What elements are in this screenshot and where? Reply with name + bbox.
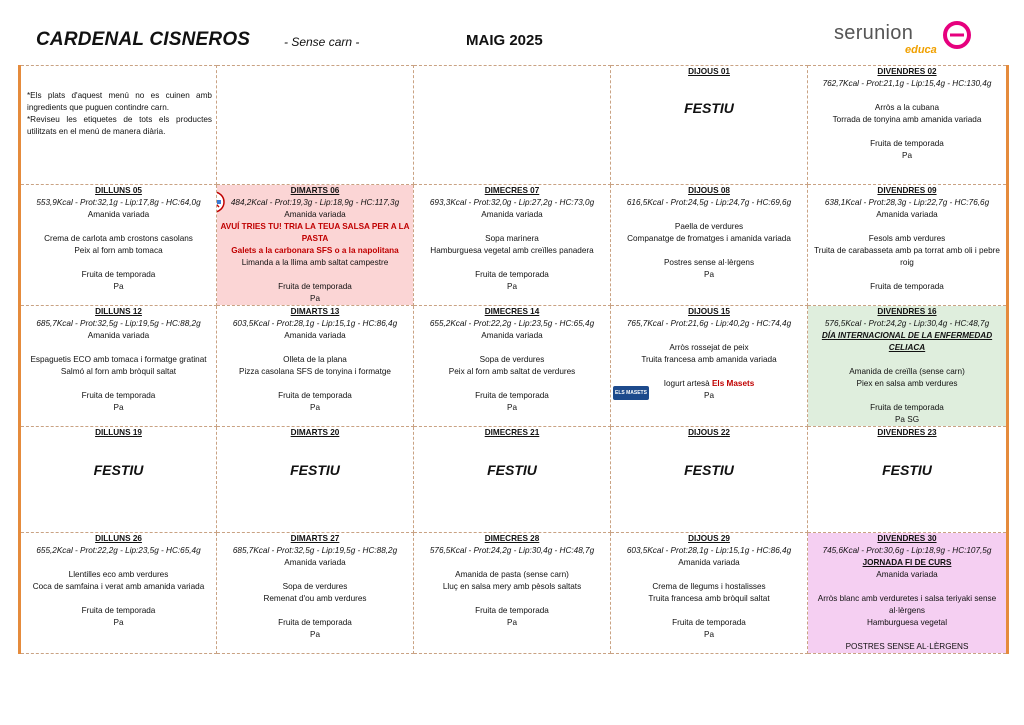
nutrition-info: 655,2Kcal - Prot:22,2g - Lip:23,5g - HC:65,4g — [429, 319, 595, 328]
logo-word: serunion — [834, 22, 914, 44]
day-name: DIVENDRES 23 — [877, 428, 937, 437]
starter: Amanida variada — [481, 210, 543, 219]
day-cell-19 — [20, 427, 217, 533]
dish: Sopa de verdures — [282, 582, 348, 591]
day-cell-16 — [808, 306, 1008, 427]
day-cell-07 — [414, 185, 611, 306]
holiday-label: FESTIU — [487, 462, 537, 478]
day-name: DIVENDRES 30 — [877, 534, 937, 543]
dish: Amanida de pasta (sense carn) — [455, 570, 569, 579]
dish: Arròs rossejat de peix — [669, 343, 749, 352]
day-name: DIMARTS 13 — [290, 307, 340, 316]
dish: Salmó al forn amb bròquil saltat — [60, 367, 177, 376]
dish: Hamburguesa vegetal amb creïlles panadera — [430, 246, 594, 255]
starter: Amanida variada — [678, 558, 740, 567]
dish: Fesols amb verdures — [868, 234, 946, 243]
serunion-logo — [834, 20, 974, 60]
holiday-label: FESTIU — [882, 462, 932, 478]
starter: Amanida variada — [87, 210, 150, 219]
day-cell-30 — [808, 533, 1008, 654]
dish: Espaguetis ECO amb tomaca i formatge gratinat — [30, 355, 207, 364]
bread: Pa — [309, 294, 320, 303]
nutrition-info: 745,6Kcal - Prot:30,6g - Lip:18,9g - HC:107,5g — [822, 546, 992, 555]
day-name: DILLUNS 19 — [95, 428, 142, 437]
bread: Pa — [506, 282, 517, 291]
note-line-1: *Els plats d'aquest menú no es cuinen amb ingredients que puguen contindre carn. — [27, 91, 212, 112]
fruit: Fruita de temporada — [870, 282, 944, 291]
dish: Arròs a la cubana — [874, 103, 940, 112]
day-name: DILLUNS 05 — [95, 186, 142, 195]
starter: Amanida variada — [481, 331, 543, 340]
dish: Llentilles eco amb verdures — [68, 570, 169, 579]
day-cell-23 — [808, 427, 1008, 533]
bread: Pa — [113, 282, 124, 291]
day-cell-05 — [20, 185, 217, 306]
day-name: DIVENDRES 16 — [877, 307, 937, 316]
dish: Crema de llegums i hostalisses — [652, 582, 766, 591]
brand-name: Els Masets — [711, 379, 755, 388]
bread: Pa — [506, 403, 517, 412]
dessert: POSTRES SENSE AL·LÈRGENS — [845, 642, 969, 651]
day-cell-02 — [808, 66, 1008, 185]
day-cell-14 — [414, 306, 611, 427]
day-cell-27 — [217, 533, 414, 654]
day-name: DIMECRES 28 — [484, 534, 540, 543]
day-name: DIMECRES 21 — [484, 428, 540, 437]
logo-sub: educa — [905, 44, 937, 56]
bread: Pa — [113, 618, 124, 627]
school-name: CARDENAL CISNEROS — [36, 29, 251, 50]
fruit: Fruita de temporada — [475, 606, 549, 615]
day-name: DIVENDRES 02 — [877, 67, 937, 76]
bread: Pa — [703, 630, 714, 639]
fruit: Fruita de temporada — [81, 270, 156, 279]
dessert-text: Iogurt artesà — [663, 379, 710, 388]
day-name: DIMECRES 07 — [484, 186, 540, 195]
dish: Crema de carlota amb crostons casolans — [44, 234, 193, 243]
dish: Lluç en salsa mery amb pèsols saltats — [442, 582, 582, 591]
day-cell-06 — [217, 185, 414, 306]
day-cell-08 — [611, 185, 808, 306]
day-cell-26 — [20, 533, 217, 654]
dish: Pizza casolana SFS de tonyina i formatge — [238, 367, 391, 376]
day-name: DIJOUS 22 — [688, 428, 730, 437]
bread: Pa SG — [894, 415, 920, 424]
day-cell-28 — [414, 533, 611, 654]
fruit: Fruita de temporada — [81, 606, 156, 615]
bread: Pa — [309, 630, 320, 639]
day-name: DIMARTS 27 — [290, 534, 340, 543]
dish: Companatge de fromatges i amanida variada — [627, 234, 791, 243]
starter: Amanida variada — [284, 558, 346, 567]
dish: Olleta de la plana — [283, 355, 347, 364]
dish: Galets a la carbonara SFS o a la napolitana — [231, 246, 399, 255]
nutrition-info: 576,5Kcal - Prot:24,2g - Lip:30,4g - HC:48,7g — [824, 319, 990, 328]
note-line-2: *Reviseu les etiquetes de tots els productes utilitzats en el menú de manera diària. — [27, 115, 212, 136]
fruit: Fruita de temporada — [81, 391, 156, 400]
day-cell-20 — [217, 427, 414, 533]
logo-e-icon — [942, 20, 972, 50]
dish: Arròs blanc amb verduretes i salsa teriyaki sense al·lèrgens — [817, 594, 997, 615]
starter: Amanida variada — [876, 570, 938, 579]
dish: Truita francesa amb amanida variada — [641, 355, 777, 364]
holiday-label: FESTIU — [93, 462, 144, 478]
day-cell-09 — [808, 185, 1008, 306]
fruit: Fruita de temporada — [672, 618, 746, 627]
nutrition-info: 655,2Kcal - Prot:22,2g - Lip:23,5g - HC:65,4g — [36, 546, 201, 555]
nutrition-info: 603,5Kcal - Prot:28,1g - Lip:15,1g - HC:86,4g — [626, 546, 792, 555]
nutrition-info: 603,5Kcal - Prot:28,1g - Lip:15,1g - HC:86,4g — [232, 319, 398, 328]
event-title: JORNADA FI DE CURS — [862, 558, 952, 567]
menu-table — [18, 65, 1009, 654]
dish: Remenat d'ou amb verdures — [263, 594, 367, 603]
bread: Pa — [113, 403, 124, 412]
nutrition-info: 553,9Kcal - Prot:32,1g - Lip:17,8g - HC:64,0g — [36, 198, 201, 207]
event-title: DÍA INTERNACIONAL DE LA ENFERMEDAD CELIACA — [821, 331, 993, 352]
nutrition-info: 484,2Kcal - Prot:19,3g - Lip:18,9g - HC:117,3g — [230, 198, 400, 207]
day-cell-22 — [611, 427, 808, 533]
day-name: DILLUNS 26 — [95, 534, 142, 543]
empty-cell — [217, 66, 414, 185]
day-name: DIJOUS 29 — [688, 534, 730, 543]
day-name: DIJOUS 15 — [688, 307, 730, 316]
holiday-label: FESTIU — [684, 100, 734, 116]
dish: Sopa de verdures — [479, 355, 545, 364]
bread: Pa — [901, 151, 912, 160]
menu-month: MAIG 2025 — [466, 32, 543, 49]
nutrition-info: 765,7Kcal - Prot:21,6g - Lip:40,2g - HC:74,4g — [626, 319, 792, 328]
dish: Peix al forn amb tomaca — [74, 246, 163, 255]
bread: Pa — [309, 403, 320, 412]
fruit: Fruita de temporada — [278, 391, 352, 400]
starter: Amanida variada — [87, 331, 150, 340]
nutrition-info: 693,3Kcal - Prot:32,0g - Lip:27,2g - HC:73,0g — [429, 198, 595, 207]
promo-text: AVUÍ TRIES TU! TRIA LA TEUA SALSA PER A LA PASTA — [220, 222, 410, 243]
dish: Hamburguesa vegetal — [866, 618, 948, 627]
starter: Amanida variada — [876, 210, 938, 219]
day-name: DIJOUS 08 — [688, 186, 730, 195]
day-name: DIJOUS 01 — [688, 67, 730, 76]
choice-badge-icon — [217, 191, 226, 213]
dish: Piex en salsa amb verdures — [856, 379, 958, 388]
nutrition-info: 685,7Kcal - Prot:32,5g - Lip:19,5g - HC:88,2g — [232, 546, 398, 555]
fruit: Fruita de temporada — [278, 282, 352, 291]
bread: Pa — [703, 270, 714, 279]
fruit: Fruita de temporada — [278, 618, 352, 627]
nutrition-info: 638,1Kcal - Prot:28,3g - Lip:22,7g - HC:76,6g — [824, 198, 990, 207]
dish: Truita de carabasseta amb pa torrat amb oli i pebre roig — [814, 246, 1000, 267]
starter: Amanida variada — [284, 210, 346, 219]
day-name: DIMARTS 20 — [290, 428, 340, 437]
dish: Paella de verdures — [674, 222, 744, 231]
day-cell-21 — [414, 427, 611, 533]
dish: Torrada de tonyina amb amanida variada — [832, 115, 982, 124]
dish: Sopa marinera — [485, 234, 539, 243]
nutrition-info: 685,7Kcal - Prot:32,5g - Lip:19,5g - HC:88,2g — [36, 319, 201, 328]
day-name: DIVENDRES 09 — [877, 186, 937, 195]
dish: Peix al forn amb saltat de verdures — [448, 367, 576, 376]
empty-cell — [414, 66, 611, 185]
bread: Pa — [703, 391, 714, 400]
day-name: DILLUNS 12 — [95, 307, 142, 316]
menu-subtitle: - Sense carn - — [284, 35, 360, 49]
nutrition-info: 762,7Kcal - Prot:21,1g - Lip:15,4g - HC:130,4g — [822, 79, 992, 88]
dish: Coca de samfaina i verat amb amanida variada — [32, 582, 205, 591]
day-cell-01 — [611, 66, 808, 185]
dish: Truita francesa amb bròquil saltat — [648, 594, 770, 603]
day-cell-29 — [611, 533, 808, 654]
fruit: Fruita de temporada — [870, 139, 944, 148]
dish: Amanida de creïlla (sense carn) — [849, 367, 965, 376]
holiday-label: FESTIU — [290, 462, 340, 478]
fruit: Fruita de temporada — [475, 391, 549, 400]
day-name: DIMARTS 06 — [290, 186, 340, 195]
dessert: Postres sense al·lèrgens — [663, 258, 755, 267]
bread: Pa — [506, 618, 517, 627]
els-masets-logo: ELS MASETS — [613, 386, 649, 400]
nutrition-info: 616,5Kcal - Prot:24,5g - Lip:24,7g - HC:69,6g — [626, 198, 792, 207]
fruit: Fruita de temporada — [475, 270, 549, 279]
starter: Amanida variada — [284, 331, 346, 340]
day-cell-15 — [611, 306, 808, 427]
dish: Limanda a la llima amb saltat campestre — [241, 258, 389, 267]
disclaimer-cell — [20, 66, 217, 185]
day-name: DIMECRES 14 — [484, 307, 540, 316]
day-cell-13 — [217, 306, 414, 427]
holiday-label: FESTIU — [684, 462, 734, 478]
nutrition-info: 576,5Kcal - Prot:24,2g - Lip:30,4g - HC:48,7g — [429, 546, 595, 555]
day-cell-12 — [20, 306, 217, 427]
fruit: Fruita de temporada — [870, 403, 944, 412]
